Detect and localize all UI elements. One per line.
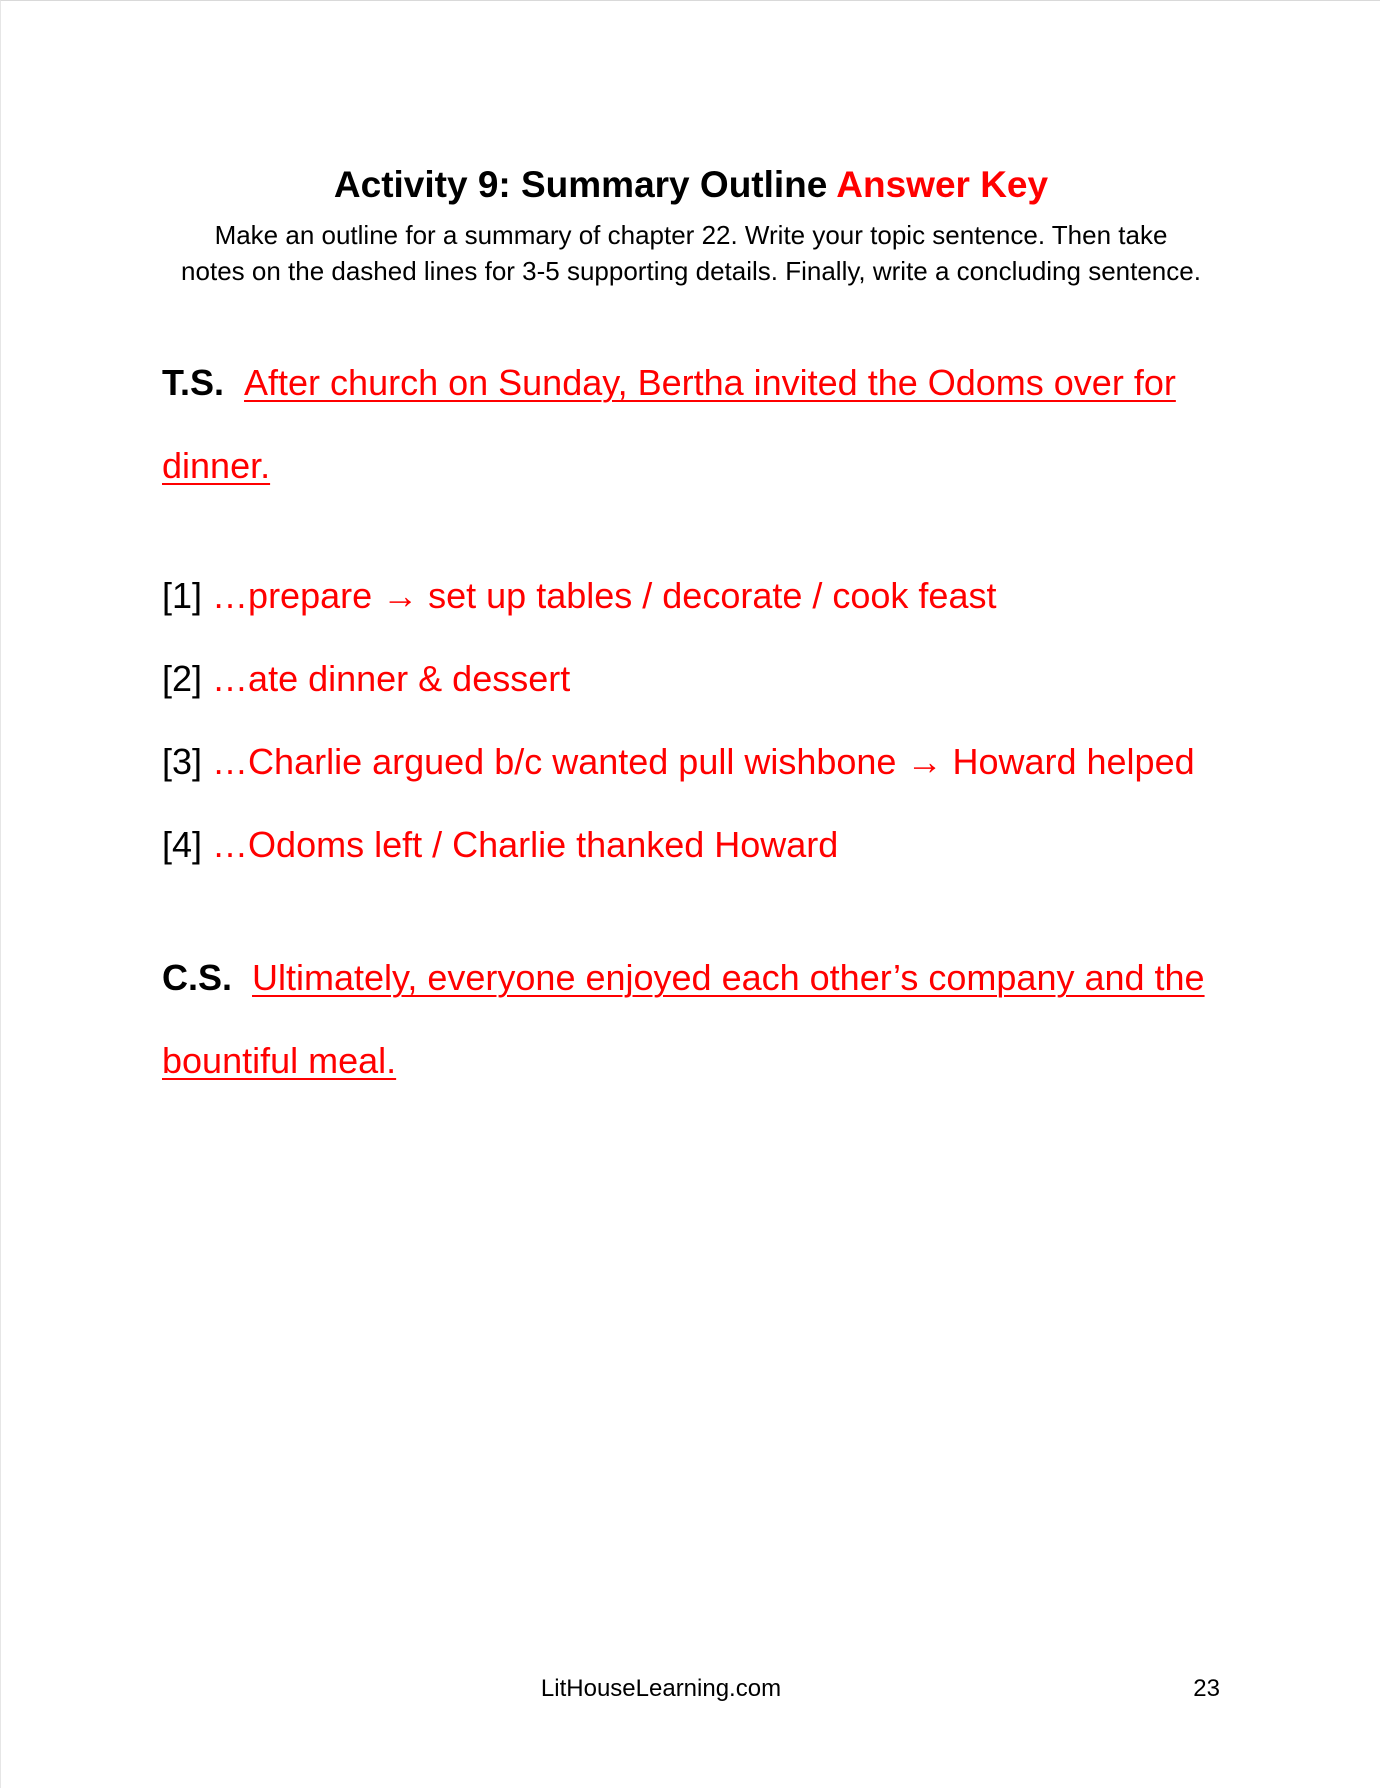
detail-number: [2] (162, 658, 203, 699)
topic-sentence-text: After church on Sunday, Bertha invited the Odoms over for dinner. (162, 362, 1176, 486)
detail-number: [4] (162, 824, 203, 865)
detail-item (162, 820, 1262, 903)
concluding-sentence-label: C.S. (162, 957, 233, 998)
topic-sentence-block (162, 341, 1242, 507)
detail-item (162, 571, 1262, 654)
instructions: Make an outline for a summary of chapter 22. Write your topic sentence. Then take notes on the dashed lines for 3-5 supporting details. Finally, write a concluding sentence. (181, 220, 1201, 286)
detail-number: [1] (162, 575, 203, 616)
detail-text: …Odoms left / Charlie thanked Howard (212, 824, 839, 865)
detail-text: …Charlie argued b/c wanted pull wishbone → Howard helped (212, 741, 1195, 782)
concluding-sentence-text: Ultimately, everyone enjoyed each other’s company and the bountiful meal. (162, 957, 1205, 1081)
page-number: 23 (1193, 1675, 1220, 1702)
footer-website: LitHouseLearning.com (540, 1675, 782, 1702)
detail-item (162, 737, 1262, 820)
detail-text: …ate dinner & dessert (212, 658, 571, 699)
detail-text: …prepare → set up tables / decorate / cook feast (212, 575, 997, 616)
title-answer-key: Answer Key (836, 164, 1049, 205)
supporting-details (162, 571, 1262, 903)
topic-sentence-label: T.S. (162, 362, 225, 403)
concluding-sentence-block (162, 936, 1242, 1102)
title-main: Activity 9: Summary Outline (333, 164, 828, 205)
page-title (1, 163, 1380, 207)
detail-item (162, 654, 1262, 737)
detail-number: [3] (162, 741, 203, 782)
